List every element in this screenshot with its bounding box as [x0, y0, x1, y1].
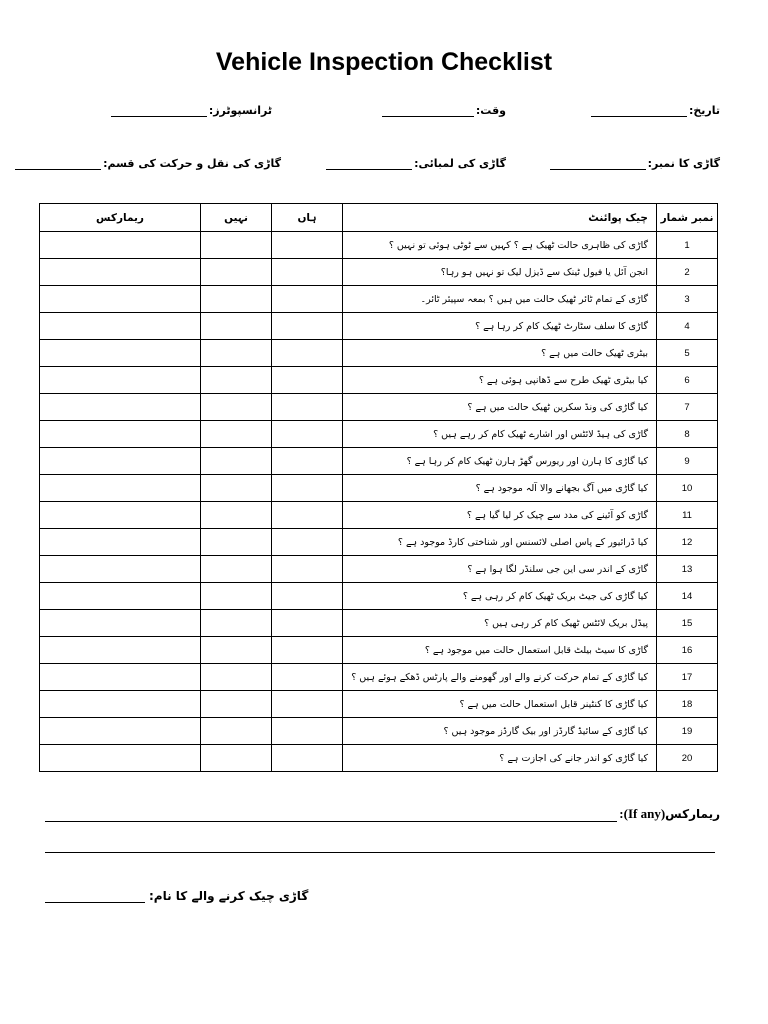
no-cell[interactable] — [201, 448, 272, 475]
no-cell[interactable] — [201, 637, 272, 664]
yes-cell[interactable] — [272, 286, 343, 313]
no-cell[interactable] — [201, 313, 272, 340]
yes-cell[interactable] — [272, 556, 343, 583]
remarks-cell[interactable] — [40, 745, 201, 772]
checkpoint-cell: کیا گاڑی کو اندر جانے کی اجازت ہے ؟ — [343, 745, 657, 772]
remarks-if-any: (If any): — [619, 806, 666, 821]
table-row — [40, 421, 718, 448]
table-row — [40, 637, 718, 664]
yes-cell[interactable] — [272, 718, 343, 745]
remarks-cell[interactable] — [40, 313, 201, 340]
page-title: Vehicle Inspection Checklist — [215, 48, 553, 76]
remarks-cell[interactable] — [40, 502, 201, 529]
table-row — [40, 664, 718, 691]
checkpoint-cell: کیا گاڑی کے سائیڈ گارڈز اور بیک گارڈز موجود ہیں ؟ — [343, 718, 657, 745]
row-number: 12 — [657, 529, 718, 556]
checkpoint-cell: گاڑی کا سلف سٹارٹ ٹھیک کام کر رہا ہے ؟ — [343, 313, 657, 340]
transporter-field — [111, 104, 272, 117]
remarks-cell[interactable] — [40, 475, 201, 502]
no-cell[interactable] — [201, 610, 272, 637]
remarks-field — [45, 806, 720, 822]
table-header-row — [40, 204, 718, 232]
remarks-cell[interactable] — [40, 448, 201, 475]
remarks-label: ریمارکس(If any): — [619, 806, 720, 821]
row-number: 11 — [657, 502, 718, 529]
checkpoint-cell: کیا بیٹری ٹھیک طرح سے ڈھانپی ہوئی ہے ؟ — [343, 367, 657, 394]
remarks-line[interactable] — [45, 809, 617, 822]
checkpoint-cell: کیا گاڑی کے تمام حرکت کرنے والے اور گھومنے والے پارٹس ڈھکے ہوئے ہیں ؟ — [343, 664, 657, 691]
row-number: 20 — [657, 745, 718, 772]
table-row — [40, 745, 718, 772]
no-cell[interactable] — [201, 745, 272, 772]
checkpoint-cell: بیٹری ٹھیک حالت میں ہے ؟ — [343, 340, 657, 367]
row-number: 1 — [657, 232, 718, 259]
row-number: 9 — [657, 448, 718, 475]
yes-cell[interactable] — [272, 637, 343, 664]
no-cell[interactable] — [201, 421, 272, 448]
row-number: 19 — [657, 718, 718, 745]
checkpoint-cell: کیا ڈرائیور کے پاس اصلی لائسنس اور شناختی کارڈ موجود ہے ؟ — [343, 529, 657, 556]
table-row — [40, 502, 718, 529]
date-field — [591, 104, 720, 117]
table-row — [40, 259, 718, 286]
row-number: 15 — [657, 610, 718, 637]
time-line[interactable] — [382, 104, 474, 117]
row-number: 18 — [657, 691, 718, 718]
inspector-field — [45, 889, 308, 903]
transporter-line[interactable] — [111, 104, 207, 117]
yes-cell[interactable] — [272, 610, 343, 637]
table-row — [40, 610, 718, 637]
table-row — [40, 367, 718, 394]
remarks-cell[interactable] — [40, 718, 201, 745]
table-row — [40, 313, 718, 340]
no-cell[interactable] — [201, 556, 272, 583]
remarks-cell[interactable] — [40, 394, 201, 421]
row-number: 3 — [657, 286, 718, 313]
checkpoint-cell: گاڑی کے تمام ٹائر ٹھیک حالت میں ہیں ؟ بمعہ سپیئر ٹائر۔ — [343, 286, 657, 313]
yes-cell[interactable] — [272, 502, 343, 529]
remarks-cell[interactable] — [40, 529, 201, 556]
checkpoint-cell: گاڑی کو آئینے کی مدد سے چیک کر لیا گیا ہے ؟ — [343, 502, 657, 529]
table-row — [40, 286, 718, 313]
remarks-cell[interactable] — [40, 259, 201, 286]
vehicle-number-line[interactable] — [550, 157, 646, 170]
no-cell[interactable] — [201, 475, 272, 502]
yes-cell[interactable] — [272, 664, 343, 691]
vehicle-type-field — [15, 157, 281, 170]
checkpoint-cell: انجن آئل یا فیول ٹینک سے ڈیزل لیک تو نہیں ہو رہا؟ — [343, 259, 657, 286]
table-row — [40, 340, 718, 367]
remarks-cell[interactable] — [40, 691, 201, 718]
header-no: نہیں — [201, 204, 272, 232]
header-yes: ہاں — [272, 204, 343, 232]
yes-cell[interactable] — [272, 394, 343, 421]
no-cell[interactable] — [201, 583, 272, 610]
checkpoint-cell: کیا گاڑی کا ہارن اور ریورس گھڑ ہارن ٹھیک کام کر رہا ہے ؟ — [343, 448, 657, 475]
checkpoint-cell: گاڑی کا سیٹ بیلٹ قابل استعمال حالت میں موجود ہے ؟ — [343, 637, 657, 664]
vehicle-number-field — [550, 157, 720, 170]
header-number: نمبر شمار — [657, 204, 718, 232]
time-field — [382, 104, 506, 117]
transporter-label: ٹرانسپوٹرز: — [208, 104, 272, 117]
checkpoint-cell: گاڑی کے اندر سی این جی سلنڈر لگا ہوا ہے ؟ — [343, 556, 657, 583]
table-row — [40, 691, 718, 718]
no-cell[interactable] — [201, 232, 272, 259]
yes-cell[interactable] — [272, 232, 343, 259]
remarks-cell[interactable] — [40, 583, 201, 610]
yes-cell[interactable] — [272, 475, 343, 502]
yes-cell[interactable] — [272, 529, 343, 556]
remarks-cell[interactable] — [40, 340, 201, 367]
checkpoint-cell: کیا گاڑی کی جیٹ بریک ٹھیک کام کر رہی ہے ؟ — [343, 583, 657, 610]
no-cell[interactable] — [201, 367, 272, 394]
table-row — [40, 556, 718, 583]
yes-cell[interactable] — [272, 340, 343, 367]
table-row — [40, 475, 718, 502]
yes-cell[interactable] — [272, 367, 343, 394]
remarks-line-2[interactable] — [45, 852, 715, 853]
row-number: 17 — [657, 664, 718, 691]
header-remarks: ریمارکس — [40, 204, 201, 232]
row-number: 2 — [657, 259, 718, 286]
checkpoint-cell: کیا گاڑی کی ونڈ سکرین ٹھیک حالت میں ہے ؟ — [343, 394, 657, 421]
inspection-table — [39, 203, 718, 772]
table-row — [40, 583, 718, 610]
date-line[interactable] — [591, 104, 687, 117]
checkpoint-cell: کیا گاڑی میں آگ بجھانے والا آلہ موجود ہے ؟ — [343, 475, 657, 502]
table-row — [40, 232, 718, 259]
yes-cell[interactable] — [272, 583, 343, 610]
checkpoint-cell: پیڈل بریک لائٹس ٹھیک کام کر رہی ہیں ؟ — [343, 610, 657, 637]
remarks-cell[interactable] — [40, 232, 201, 259]
row-number: 14 — [657, 583, 718, 610]
row-number: 10 — [657, 475, 718, 502]
no-cell[interactable] — [201, 394, 272, 421]
row-number: 5 — [657, 340, 718, 367]
remarks-cell[interactable] — [40, 367, 201, 394]
no-cell[interactable] — [201, 502, 272, 529]
table-row — [40, 448, 718, 475]
row-number: 6 — [657, 367, 718, 394]
row-number: 16 — [657, 637, 718, 664]
table-row — [40, 529, 718, 556]
no-cell[interactable] — [201, 286, 272, 313]
table-row — [40, 394, 718, 421]
no-cell[interactable] — [201, 718, 272, 745]
row-number: 13 — [657, 556, 718, 583]
yes-cell[interactable] — [272, 448, 343, 475]
remarks-cell[interactable] — [40, 556, 201, 583]
row-number: 4 — [657, 313, 718, 340]
vehicle-length-line[interactable] — [326, 157, 412, 170]
yes-cell[interactable] — [272, 745, 343, 772]
time-label: وقت: — [475, 104, 506, 117]
yes-cell[interactable] — [272, 259, 343, 286]
checkpoint-cell: گاڑی کی ظاہری حالت ٹھیک ہے ؟ کہیں سے ٹوٹی ہوئی تو نہیں ؟ — [343, 232, 657, 259]
vehicle-type-label: گاڑی کی نقل و حرکت کی قسم: — [103, 157, 281, 170]
remarks-cell[interactable] — [40, 286, 201, 313]
vehicle-length-field — [326, 157, 506, 170]
checkpoint-cell: کیا گاڑی کا کنٹینر قابل استعمال حالت میں ہے ؟ — [343, 691, 657, 718]
remarks-cell[interactable] — [40, 664, 201, 691]
row-number: 8 — [657, 421, 718, 448]
no-cell[interactable] — [201, 259, 272, 286]
vehicle-number-label: گاڑی کا نمبر: — [647, 157, 720, 170]
inspector-line[interactable] — [45, 890, 145, 903]
no-cell[interactable] — [201, 340, 272, 367]
no-cell[interactable] — [201, 691, 272, 718]
date-label: تاریخ: — [688, 104, 720, 117]
vehicle-length-label: گاڑی کی لمبائی: — [414, 157, 506, 170]
header-checkpoint: چیک پوائنٹ — [343, 204, 657, 232]
remarks-cell[interactable] — [40, 610, 201, 637]
table-row — [40, 718, 718, 745]
row-number: 7 — [657, 394, 718, 421]
yes-cell[interactable] — [272, 313, 343, 340]
no-cell[interactable] — [201, 529, 272, 556]
remarks-cell[interactable] — [40, 421, 201, 448]
yes-cell[interactable] — [272, 691, 343, 718]
no-cell[interactable] — [201, 664, 272, 691]
yes-cell[interactable] — [272, 421, 343, 448]
remarks-cell[interactable] — [40, 637, 201, 664]
inspector-label: گاڑی چیک کرنے والے کا نام: — [149, 889, 309, 903]
vehicle-type-line[interactable] — [15, 157, 101, 170]
checkpoint-cell: گاڑی کی ہیڈ لائٹس اور اشارے ٹھیک کام کر رہے ہیں ؟ — [343, 421, 657, 448]
